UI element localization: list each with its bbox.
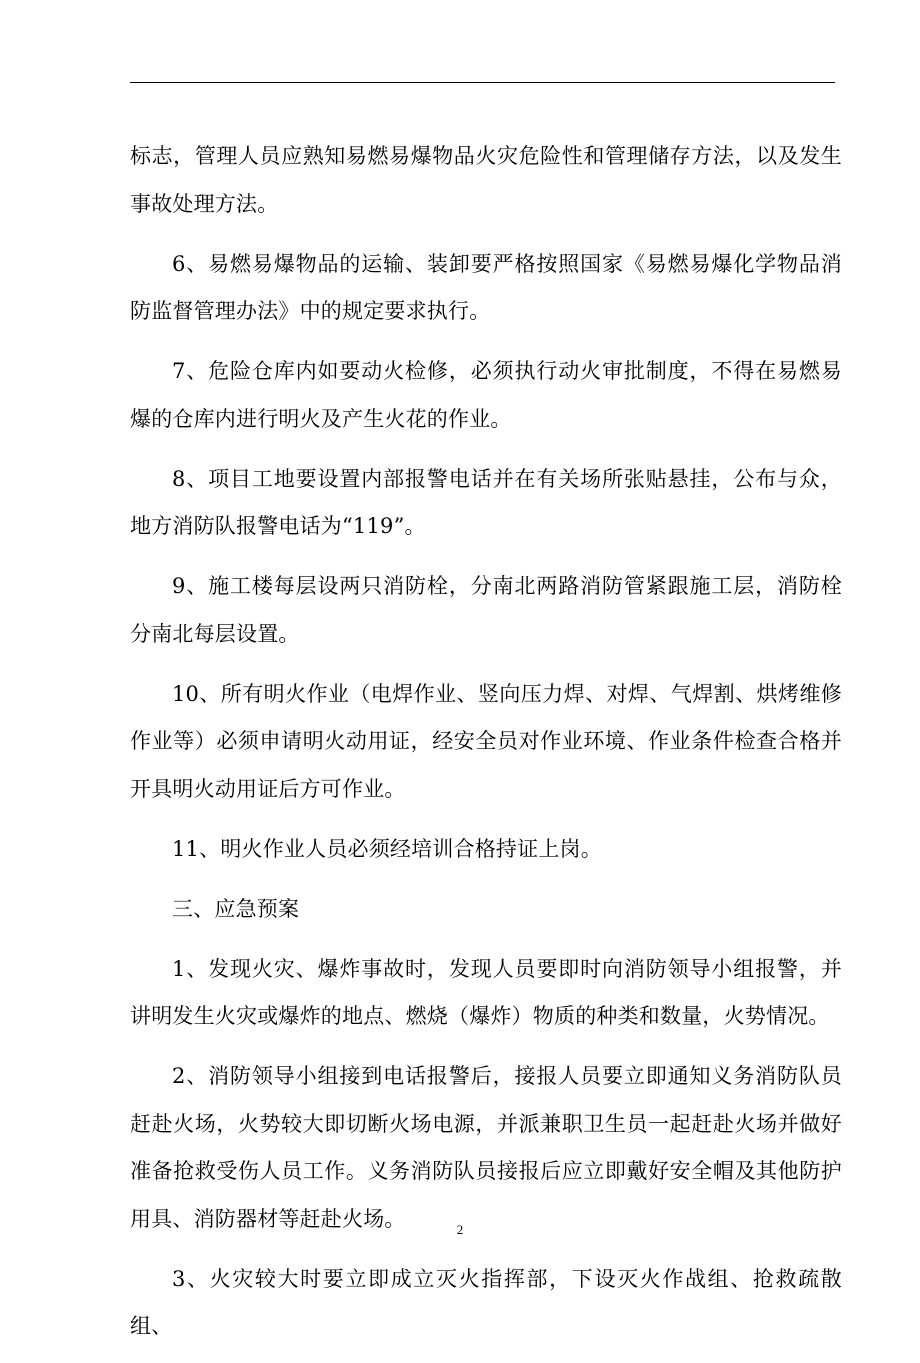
paragraph-item-10: 10、所有明火作业（电焊作业、竖向压力焊、对焊、气焊割、烘烤维修作业等）必须申请明火动用证，经安全员对作业环境、作业条件检查合格并开具明火动用证后方可作业。 xyxy=(130,681,842,801)
paragraph-item-9: 9、施工楼每层设两只消防栓，分南北两路消防管紧跟施工层，消防栓分南北每层设置。 xyxy=(130,574,842,646)
paragraph-continued: 标志，管理人员应熟知易燃易爆物品火灾危险性和管理储存方法，以及发生事故处理方法。 xyxy=(130,144,842,216)
document-body xyxy=(130,133,842,1363)
paragraph-item-8: 8、项目工地要设置内部报警电话并在有关场所张贴悬挂，公布与众，地方消防队报警电话为“119”。 xyxy=(130,466,842,538)
paragraph-item-7: 7、危险仓库内如要动火检修，必须执行动火审批制度，不得在易燃易爆的仓库内进行明火及产生火花的作业。 xyxy=(130,359,842,431)
paragraph-emergency-1: 1、发现火灾、爆炸事故时，发现人员要即时向消防领导小组报警，并讲明发生火灾或爆炸的地点、燃烧（爆炸）物质的种类和数量，火势情况。 xyxy=(130,956,842,1028)
paragraph-item-11: 11、明火作业人员必须经培训合格持证上岗。 xyxy=(172,836,602,861)
paragraph-item-6: 6、易燃易爆物品的运输、装卸要严格按照国家《易燃易爆化学物品消防监督管理办法》中的规定要求执行。 xyxy=(130,251,842,323)
paragraph-emergency-2: 2、消防领导小组接到电话报警后，接报人员要立即通知义务消防队员赶赴火场，火势较大即切断火场电源，并派兼职卫生员一起赶赴火场并做好准备抢救受伤人员工作。义务消防队员接报后应立即戴好安全帽及其他防护用具、消防器材等赶赴火场。 xyxy=(130,1064,842,1231)
section-heading-emergency-plan: 三、应急预案 xyxy=(172,896,300,921)
header-rule xyxy=(130,82,835,83)
page-number: 2 xyxy=(456,1222,464,1237)
paragraph-emergency-3: 3、火灾较大时要立即成立灭火指挥部，下设灭火作战组、抢救疏散组、 xyxy=(130,1266,842,1338)
